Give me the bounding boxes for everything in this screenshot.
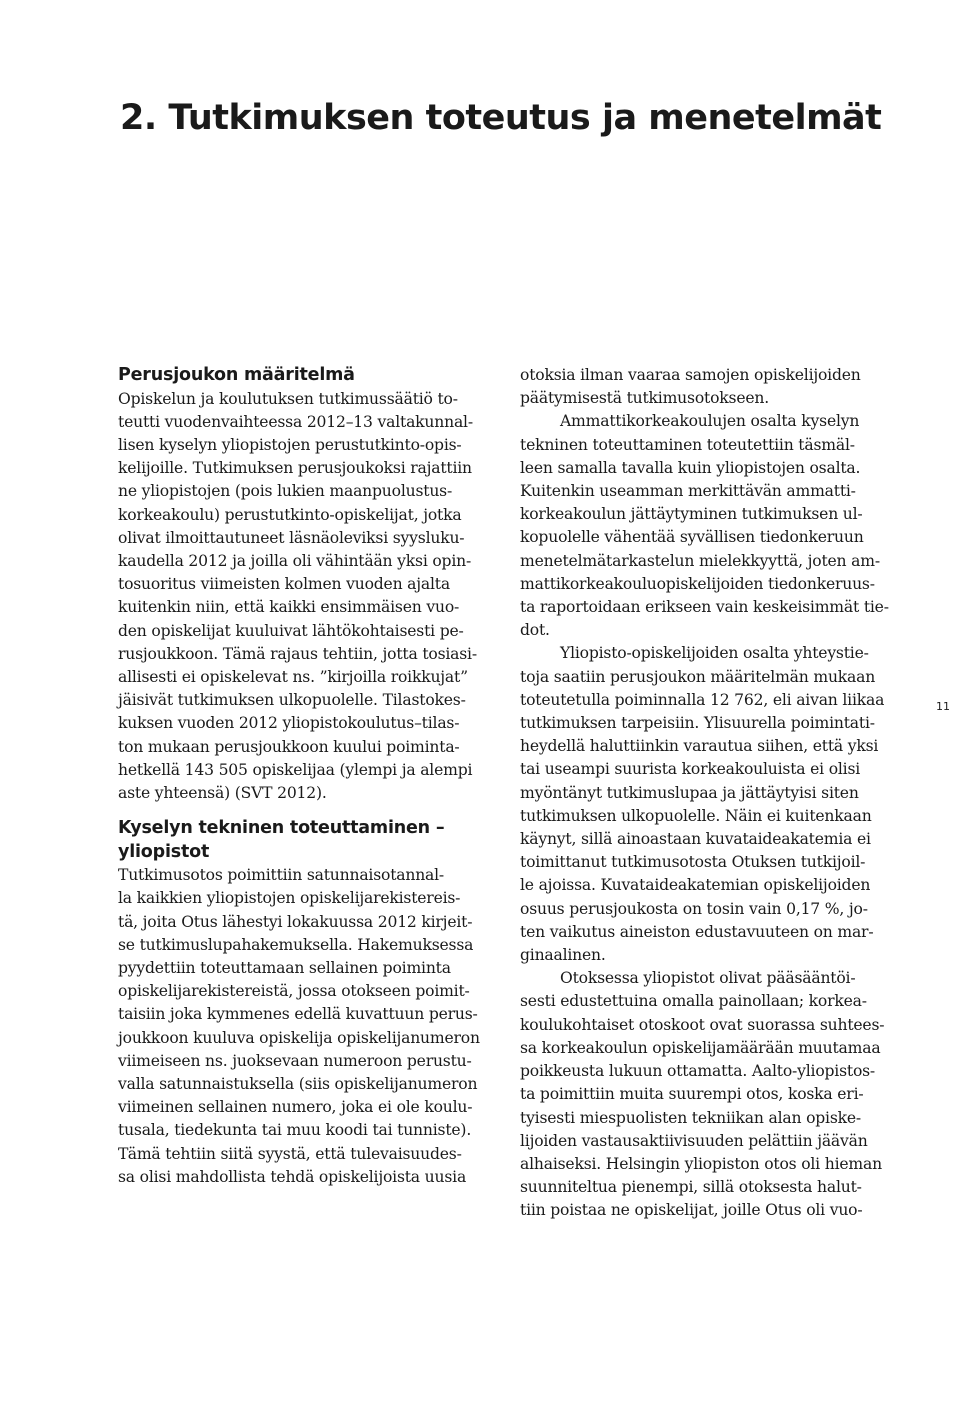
text-line: sa korkeakoulun opiskelijamäärään muutamaa — [520, 1038, 881, 1057]
text-line: sa olisi mahdollista tehdä opiskelijoista uusia — [118, 1167, 467, 1186]
text-line: ton mukaan perusjoukkoon kuului poiminta- — [118, 737, 460, 756]
text-line: korkeakoulun jättäytyminen tutkimuksen ul- — [520, 505, 863, 524]
section-heading-kysely — [118, 817, 494, 864]
text-line: toja saatiin perusjoukon määritelmän mukaan — [520, 667, 876, 686]
text-line: valla satunnaistuksella (siis opiskelijanumeron — [118, 1074, 478, 1093]
text-line: lisen kyselyn yliopistojen perustutkinto-opis- — [118, 435, 462, 454]
text-line: osuus perusjoukosta on tosin vain 0,17 %, jo- — [520, 899, 868, 918]
text-line: hetkellä 143 505 opiskelijaa (ylempi ja alempi — [118, 760, 473, 779]
text-line: jäisivät tutkimuksen ulkopuolelle. Tilastokes- — [118, 691, 466, 710]
text-line: Tutkimusotos poimittiin satunnaisotannal- — [118, 866, 444, 885]
page-number: 11 — [936, 700, 950, 713]
text-line: ta raportoidaan erikseen vain keskeisimmät tie- — [520, 598, 889, 617]
text-line: kelijoille. Tutkimuksen perusjoukoksi rajattiin — [118, 459, 472, 478]
text-line: toteutetulla poiminnalla 12 762, eli aivan liikaa — [520, 690, 885, 709]
text-line: mattikorkeakouluopiskelijoiden tiedonkeruus- — [520, 574, 875, 593]
text-line: ta poimittiin muita suurempi otos, koska eri- — [520, 1085, 864, 1104]
text-line: käynyt, sillä ainoastaan kuvataideakatemia ei — [520, 830, 871, 849]
text-line: kuitenkin niin, että kaikki ensimmäisen vuo- — [118, 598, 460, 617]
text-line: ginaalinen. — [520, 946, 606, 965]
text-line: allisesti ei opiskelevat ns. ”kirjoilla roikkujat” — [118, 667, 468, 686]
text-line: olivat ilmoittautuneet läsnäoleviksi syysluku- — [118, 528, 465, 547]
text-line: ne yliopistojen (pois lukien maanpuolustus- — [118, 482, 453, 501]
text-line: ten vaikutus aineiston edustavuuteen on mar- — [520, 922, 874, 941]
text-line: poikkeusta lukuun ottamatta. Aalto-yliopistos- — [520, 1062, 875, 1081]
text-line: la kaikkien yliopistojen opiskelijarekistereis- — [118, 889, 461, 908]
text-line: taisiin joka kymmenes edellä kuvattuun perus- — [118, 1005, 478, 1024]
text-line: den opiskelijat kuuluivat lähtökohtaisesti pe- — [118, 621, 464, 640]
text-line: kaudella 2012 ja joilla oli vähintään yksi opin- — [118, 551, 472, 570]
text-line: le ajoissa. Kuvataideakatemian opiskelijoiden — [520, 876, 871, 895]
text-line: dot. — [520, 621, 550, 640]
text-line: Ammattikorkeakoulujen osalta kyselyn — [560, 412, 860, 431]
text-line: tosuoritus viimeisten kolmen vuoden ajalta — [118, 575, 450, 594]
text-line: tai useampi suurista korkeakouluista ei olisi — [520, 760, 861, 779]
text-line: korkeakoulu) perustutkinto-opiskelijat, jotka — [118, 505, 462, 524]
right-column — [520, 364, 896, 1223]
text-line: tä, joita Otus lähestyi lokakuussa 2012 kirjeit- — [118, 912, 473, 931]
text-line: tusala, tiedekunta tai muu koodi tai tunniste). — [118, 1121, 472, 1140]
text-line: alhaiseksi. Helsingin yliopiston otos oli hieman — [520, 1154, 882, 1173]
text-line: Kuitenkin useamman merkittävän ammatti- — [520, 482, 856, 501]
text-line: menetelmätarkastelun mielekkyyttä, joten am- — [520, 551, 880, 570]
section-heading-perusjoukko: Perusjoukon määritelmä — [118, 365, 355, 385]
heading-line: Kyselyn tekninen toteuttaminen – — [118, 818, 445, 839]
heading-line: yliopistot — [118, 841, 210, 862]
text-line: opiskelijarekistereistä, jossa otokseen poimit- — [118, 982, 470, 1001]
text-line: tutkimuksen tarpeisiin. Ylisuurella poimintati- — [520, 714, 875, 733]
text-line: Opiskelun ja koulutuksen tutkimussäätiö to- — [118, 389, 458, 408]
text-line: kopuolelle vähentää syvällisen tiedonkeruun — [520, 528, 864, 547]
text-line: Tämä tehtiin siitä syystä, että tulevaisuudes- — [118, 1144, 462, 1163]
paragraph-kysely — [118, 864, 494, 1189]
text-line: viimeinen sellainen numero, joka ei ole koulu- — [118, 1098, 473, 1117]
text-line: viimeiseen ns. juoksevaan numeroon perustu- — [118, 1051, 472, 1070]
text-line: tiin poistaa ne opiskelijat, joille Otus oli vuo- — [520, 1201, 863, 1220]
text-line: heydellä haluttiinkin varautua siihen, että yksi — [520, 737, 879, 756]
text-line: leen samalla tavalla kuin yliopistojen osalta. — [520, 458, 861, 477]
text-line: tyisesti miespuolisten tekniikan alan opiske- — [520, 1108, 861, 1127]
text-line: tutkimuksen ulkopuolelle. Näin ei kuitenkaan — [520, 806, 872, 825]
text-line: pyydettiin toteuttamaan sellainen poiminta — [118, 958, 451, 977]
text-line: toimittanut tutkimusotosta Otuksen tutkijoil- — [520, 853, 866, 872]
text-line: Yliopisto-opiskelijoiden osalta yhteystie- — [560, 644, 869, 663]
text-line: myöntänyt tutkimuslupaa ja jättäytyisi siten — [520, 783, 859, 802]
text-line: lijoiden vastausaktiivisuuden pelättiin jäävän — [520, 1131, 868, 1150]
text-line: rusjoukkoon. Tämä rajaus tehtiin, jotta tosiasi- — [118, 644, 477, 663]
text-line: päätymisestä tutkimusotokseen. — [520, 389, 769, 408]
text-line: tekninen toteuttaminen toteutettiin täsmäl- — [520, 435, 855, 454]
page-title: 2. Tutkimuksen toteutus ja menetelmät — [120, 98, 882, 138]
text-line: teutti vuodenvaihteessa 2012–13 valtakunnal- — [118, 412, 473, 431]
text-line: koulukohtaiset otoskoot ovat suorassa suhtees- — [520, 1015, 885, 1034]
text-line: sesti edustettuina omalla painollaan; korkea- — [520, 992, 867, 1011]
text-line: kuksen vuoden 2012 yliopistokoulutus–tilas- — [118, 714, 460, 733]
left-column — [118, 364, 494, 1189]
paragraph-perusjoukko — [118, 388, 494, 806]
text-line: joukkoon kuuluva opiskelija opiskelijanumeron — [118, 1028, 480, 1047]
text-line: aste yhteensä) (SVT 2012). — [118, 783, 327, 802]
text-line: otoksia ilman vaaraa samojen opiskelijoiden — [520, 366, 861, 384]
text-line: suunniteltua pienempi, sillä otoksesta halut- — [520, 1178, 862, 1197]
text-line: Otoksessa yliopistot olivat pääsääntöi- — [560, 969, 856, 988]
text-line: se tutkimuslupahakemuksella. Hakemuksessa — [118, 935, 474, 954]
